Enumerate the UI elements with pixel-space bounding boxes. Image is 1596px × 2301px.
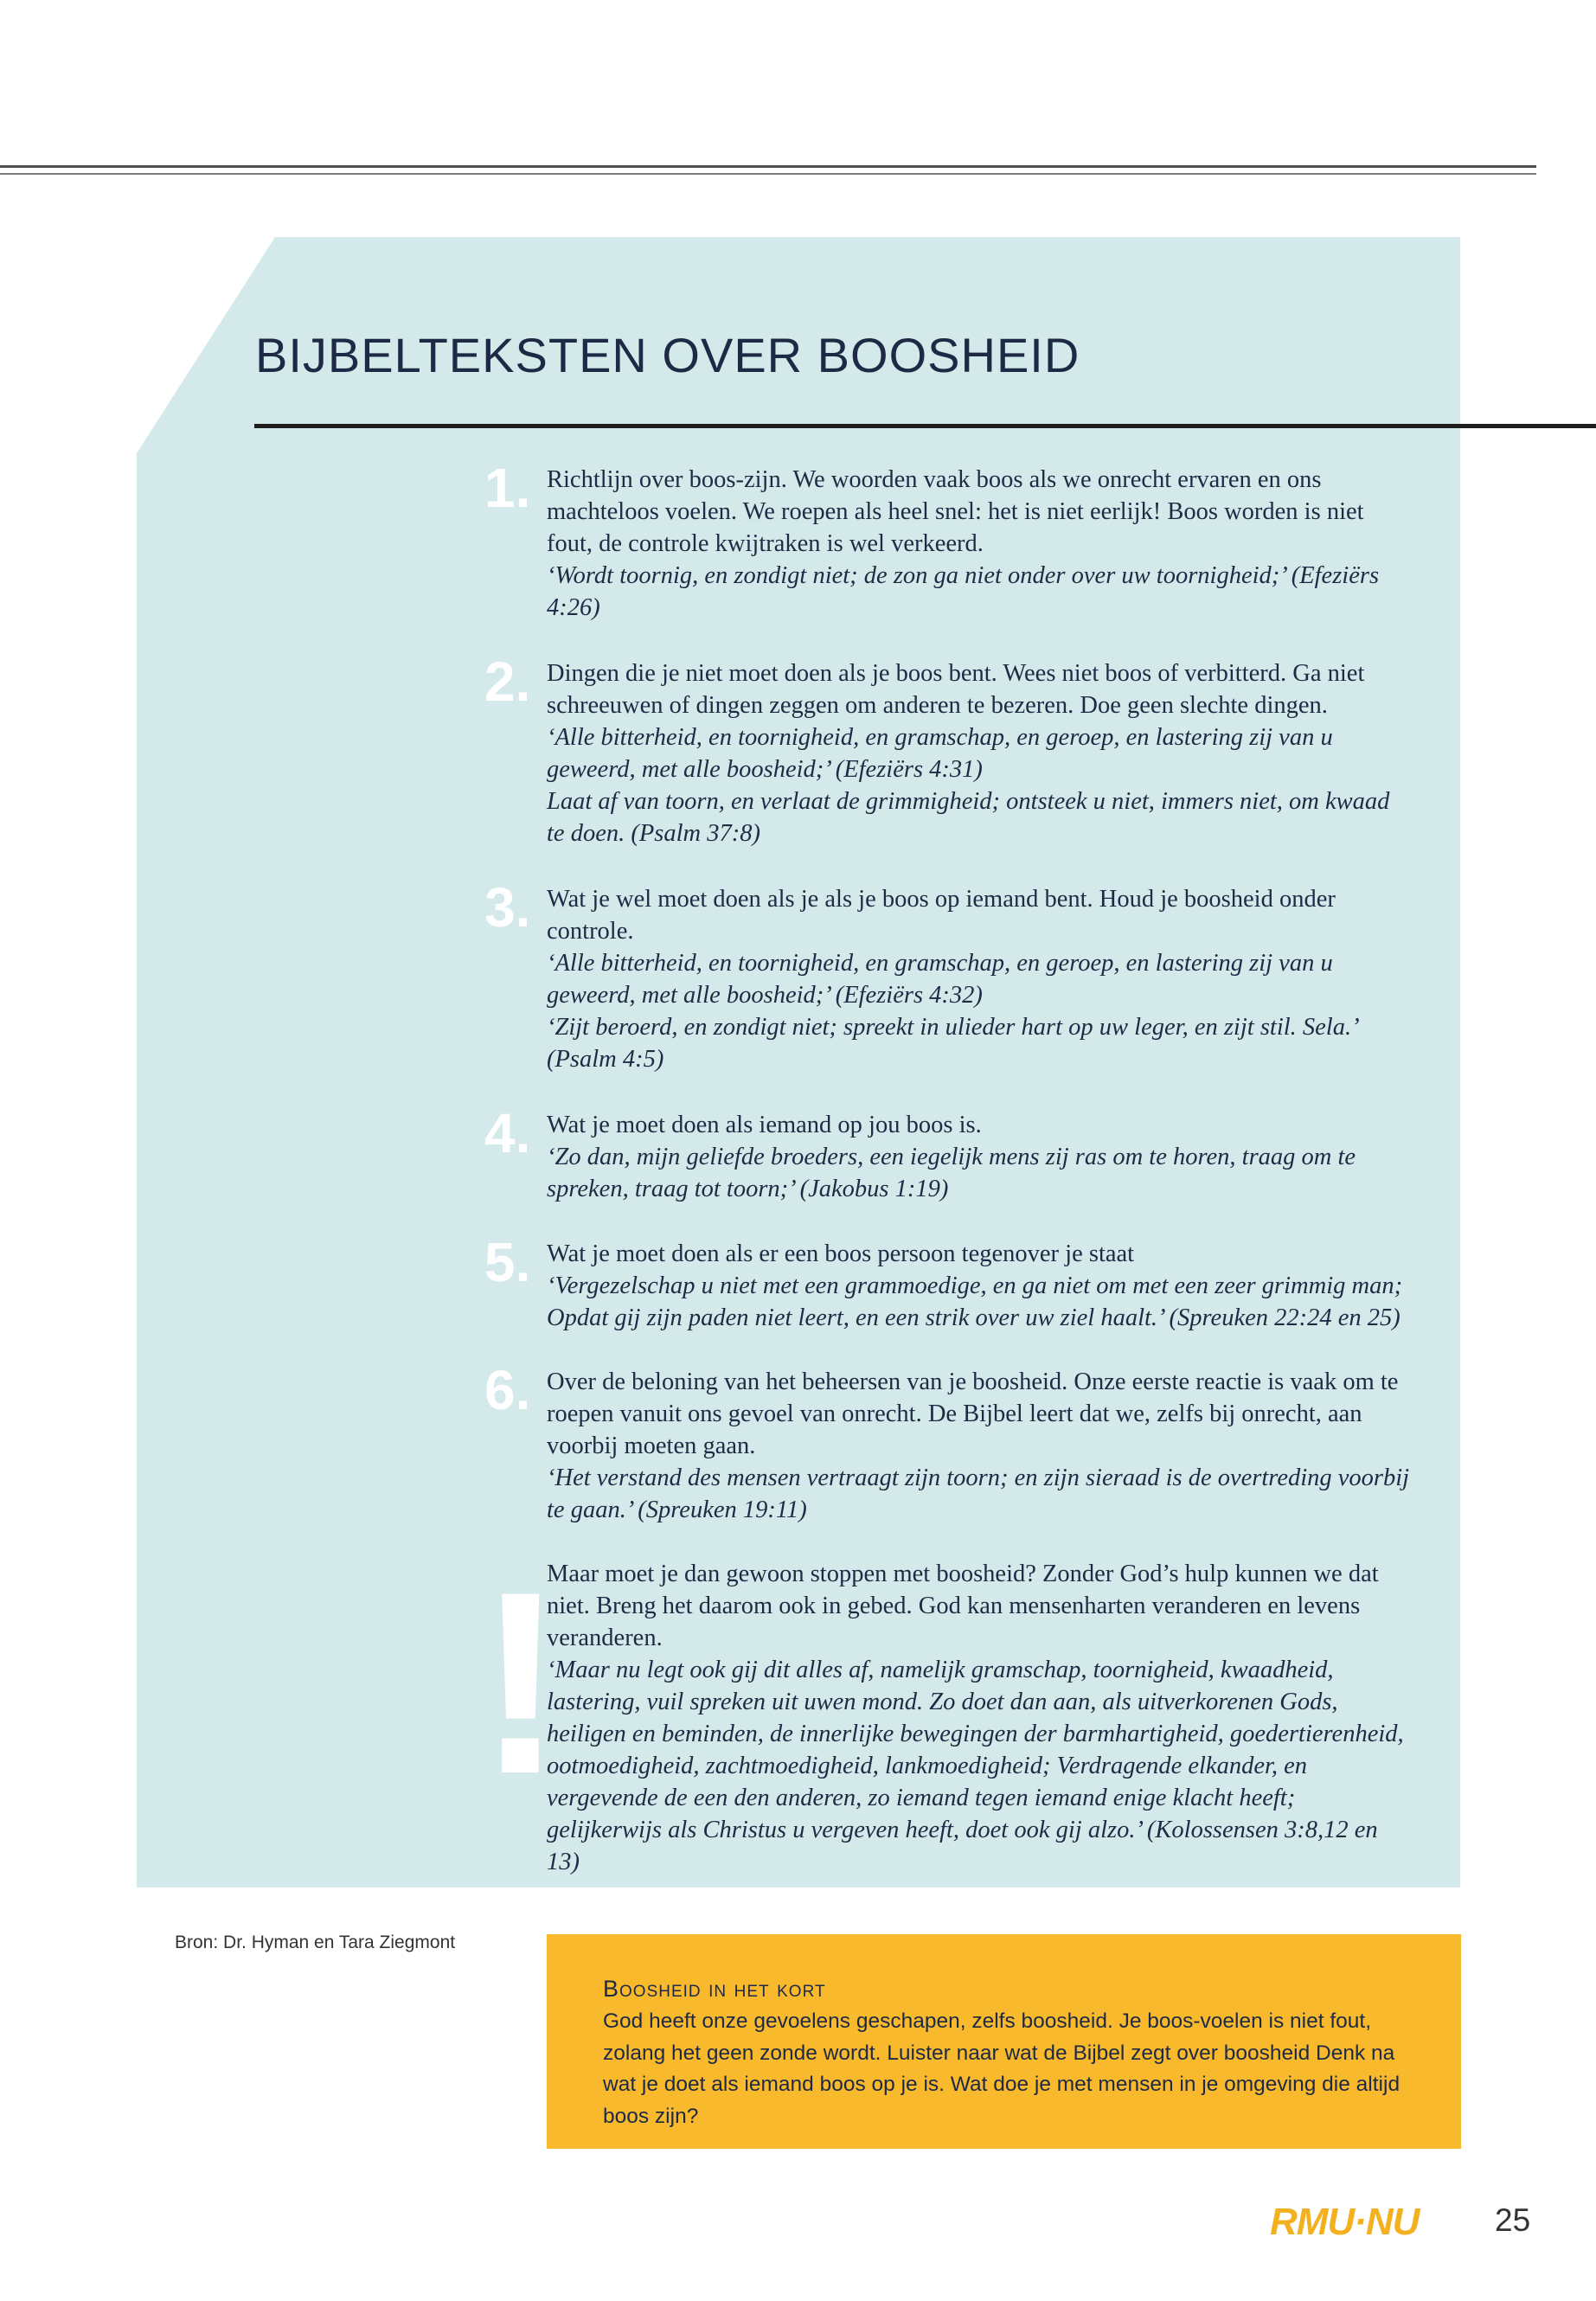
item-text: Dingen die je niet moet doen als je boos bent. Wees niet boos of verbitterd. Ga niet schreeuwen of dingen zeggen om anderen te bezeren. Doe geen slechte dingen. <box>547 660 1365 719</box>
item-number-5: 5. <box>484 1231 531 1293</box>
item-text: Wat je wel moet doen als je als je boos op iemand bent. Houd je boosheid onder controle. <box>547 886 1336 945</box>
item-number-6: 6. <box>484 1359 531 1421</box>
source-credit: Bron: Dr. Hyman en Tara Ziegmont <box>175 1932 456 1952</box>
item-number-1: 1. <box>484 457 531 519</box>
title-underline <box>254 424 1596 428</box>
list-item-6 <box>547 1366 1412 1526</box>
page-title: BIJBELTEKSTEN OVER BOOSHEID <box>255 328 1080 382</box>
summary-title: Boosheid in het kort <box>603 1976 826 2002</box>
item-quote: ‘Vergezelschap u niet met een grammoedige, en ga niet om met een zeer grimmig man; Opdat gij zijn paden niet leert, en een strik over uw ziel haalt.’ (Spreuken 22:24 en 25) <box>547 1272 1403 1331</box>
summary-text: God heeft onze gevoelens geschapen, zelfs boosheid. Je boos-voelen is niet fout, zolang het geen zonde wordt. Luister naar wat de Bijbel zegt over boosheid Denk na wat je doet als iemand boos op je is. Wat doe je met mensen in je omgeving die altijd boos zijn? <box>603 2009 1401 2128</box>
item-quote: ‘Wordt toornig, en zondigt niet; de zon ga niet onder over uw toornigheid;’ (Efeziërs 4:26) <box>547 562 1380 621</box>
list-item-4 <box>547 1109 1412 1205</box>
header-rule-thin <box>0 173 1536 175</box>
header-rule-thick <box>0 165 1536 168</box>
item-text: Wat je moet doen als er een boos persoon tegenover je staat <box>547 1240 1135 1267</box>
item-quote: ‘Het verstand des mensen vertraagt zijn toorn; en zijn sieraad is de overtreding voorbij te gaan.’ (Spreuken 19:11) <box>547 1465 1410 1523</box>
rmu-nu-logo: RMU·NU <box>1270 2201 1420 2243</box>
page-number: 25 <box>1495 2202 1531 2238</box>
closing-text: Maar moet je dan gewoon stoppen met boosheid? Zonder God’s hulp kunnen we dat niet. Breng het daarom ook in gebed. God kan mensenharten veranderen en levens veranderen. <box>547 1561 1379 1651</box>
exclamation-mark: ! <box>478 1537 564 1828</box>
item-quote: ‘Alle bitterheid, en toornigheid, en gramschap, en geroep, en lastering zij van u geweerd, met alle boosheid;’ (Efeziërs 4:31) <box>547 724 1333 783</box>
header-rules <box>0 165 1536 175</box>
item-number-4: 4. <box>484 1102 531 1164</box>
closing-quote: ‘Maar nu legt ook gij dit alles af, namelijk gramschap, toornigheid, kwaadheid, lastering, vuil spreken uit uwen mond. Zo doet dan aan, als uitverkorenen Gods, heiligen en beminden, de innerlijke bewegingen der barmhartigheid, goedertierenheid, ootmoedigheid, zachtmoedigheid, lankmoedigheid; Verdragende elkander, en vergevende de een den anderen, zo iemand tegen iemand enige klacht heeft; gelijkerwijs als Christus u vergeven heeft, doet ook gij alzo.’ (Kolossensen 3:8,12 en 13) <box>547 1657 1404 1875</box>
list-item-1 <box>547 464 1412 624</box>
list-item-2 <box>547 657 1412 849</box>
item-text: Richtlijn over boos-zijn. We woorden vaak boos als we onrecht ervaren en ons machteloos voelen. We roepen als heel snel: het is niet eerlijk! Boos worden is niet fout, de controle kwijtraken is wel verkeerd. <box>547 466 1364 557</box>
list-item-3 <box>547 883 1412 1075</box>
item-quote: ‘Alle bitterheid, en toornigheid, en gramschap, en geroep, en lastering zij van u geweerd, met alle boosheid;’ (Efeziërs 4:32) <box>547 950 1333 1009</box>
item-quote: ‘Zijt beroerd, en zondigt niet; spreekt in ulieder hart op uw leger, en zijt stil. Sela.’ (Psalm 4:5) <box>547 1014 1357 1073</box>
item-text: Wat je moet doen als iemand op jou boos is. <box>547 1112 982 1138</box>
item-number-2: 2. <box>484 651 531 713</box>
item-quote: ‘Zo dan, mijn geliefde broeders, een iegelijk mens zij ras om te horen, traag om te spreken, traag tot toorn;’ (Jakobus 1:19) <box>547 1144 1356 1202</box>
list-item-5 <box>547 1238 1412 1334</box>
closing-block <box>547 1558 1412 1878</box>
item-number-3: 3. <box>484 876 531 939</box>
summary-box <box>547 1934 1461 2149</box>
item-quote: Laat af van toorn, en verlaat de grimmigheid; ontsteek u niet, immers niet, om kwaad te doen. (Psalm 37:8) <box>547 788 1390 847</box>
item-text: Over de beloning van het beheersen van je boosheid. Onze eerste reactie is vaak om te roepen vanuit ons gevoel van onrecht. De Bijbel leert dat we, zelfs bij onrecht, aan voorbij moeten gaan. <box>547 1368 1399 1459</box>
